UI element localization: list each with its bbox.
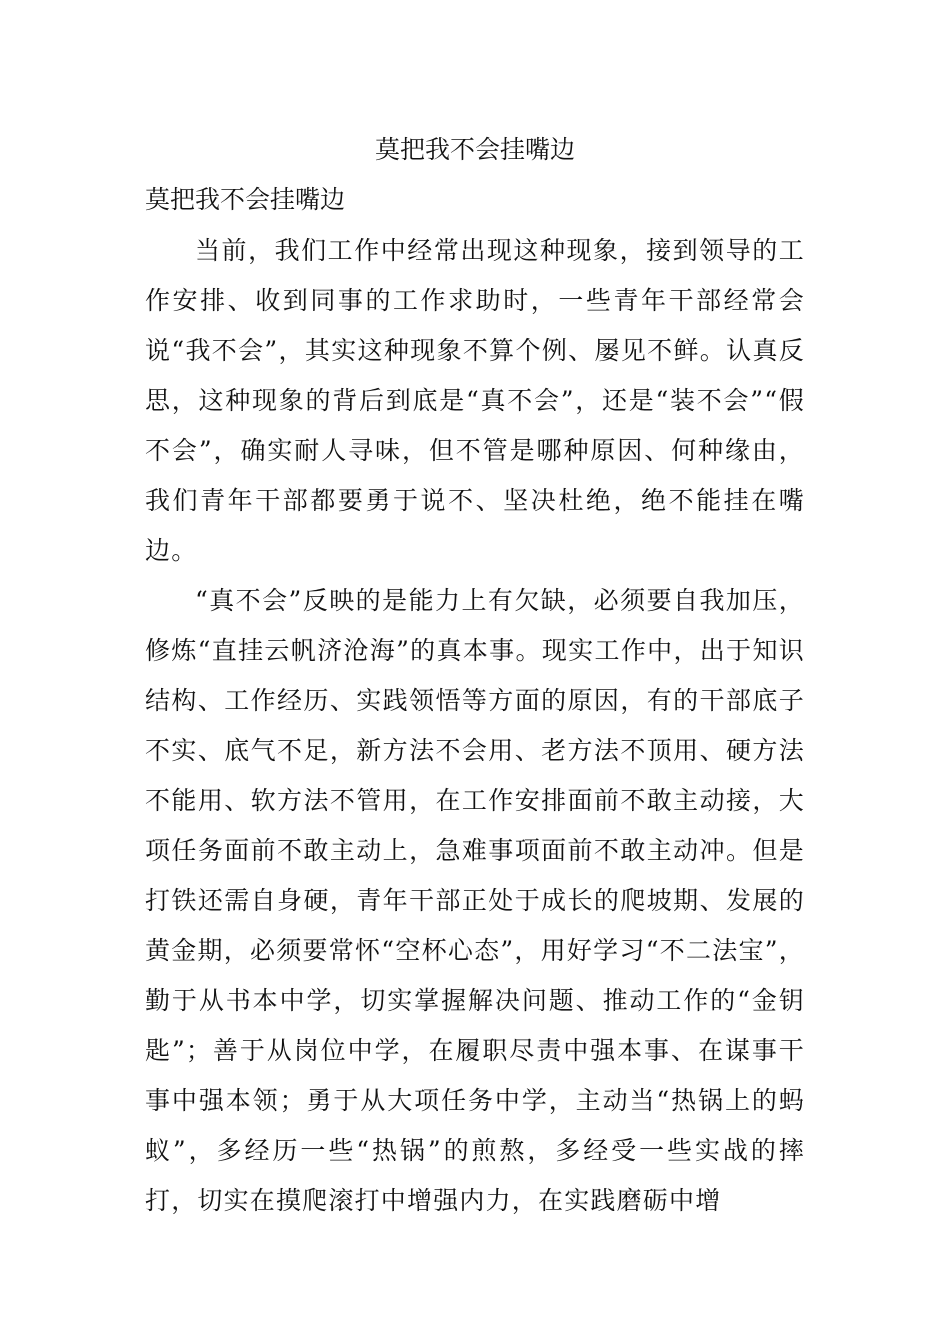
paragraph-1: 当前，我们工作中经常出现这种现象，接到领导的工作安排、收到同事的工作求助时，一些青年干部经常会说“我不会”，其实这种现象不算个例、屡见不鲜。认真反思，这种现象的背后到底是“真不会”，还是“装不会”“假不会”，确实耐人寻味，但不管是哪种原因、何种缘由，我们青年干部都要勇于说不、坚决杜绝，绝不能挂在嘴边。 xyxy=(145,236,805,565)
paragraph-2: “真不会”反映的是能力上有欠缺，必须要自我加压，修炼“直挂云帆济沧海”的真本事。现实工作中，出于知识结构、工作经历、实践领悟等方面的原因，有的干部底子不实、底气不足，新方法不会用、老方法不顶用、硬方法不能用、软方法不管用，在工作安排面前不敢主动接，大项任务面前不敢主动上，急难事项面前不敢主动冲。但是打铁还需自身硬，青年干部正处于成长的爬坡期、发展的黄金期，必须要常怀“空杯心态”，用好学习“不二法宝”，勤于从书本中学，切实掌握解决问题、推动工作的“金钥匙”；善于从岗位中学，在履职尽责中强本事、在谋事干事中强本领；勇于从大项任务中学，主动当“热锅上的蚂蚁”，多经历一些“热锅”的煎熬，多经受一些实战的摔打，切实在摸爬滚打中增强内力，在实践磨砺中增 xyxy=(145,586,805,1215)
document-body xyxy=(145,226,805,1226)
document-heading: 莫把我不会挂嘴边 xyxy=(145,185,346,214)
document-title: 莫把我不会挂嘴边 xyxy=(374,135,575,164)
